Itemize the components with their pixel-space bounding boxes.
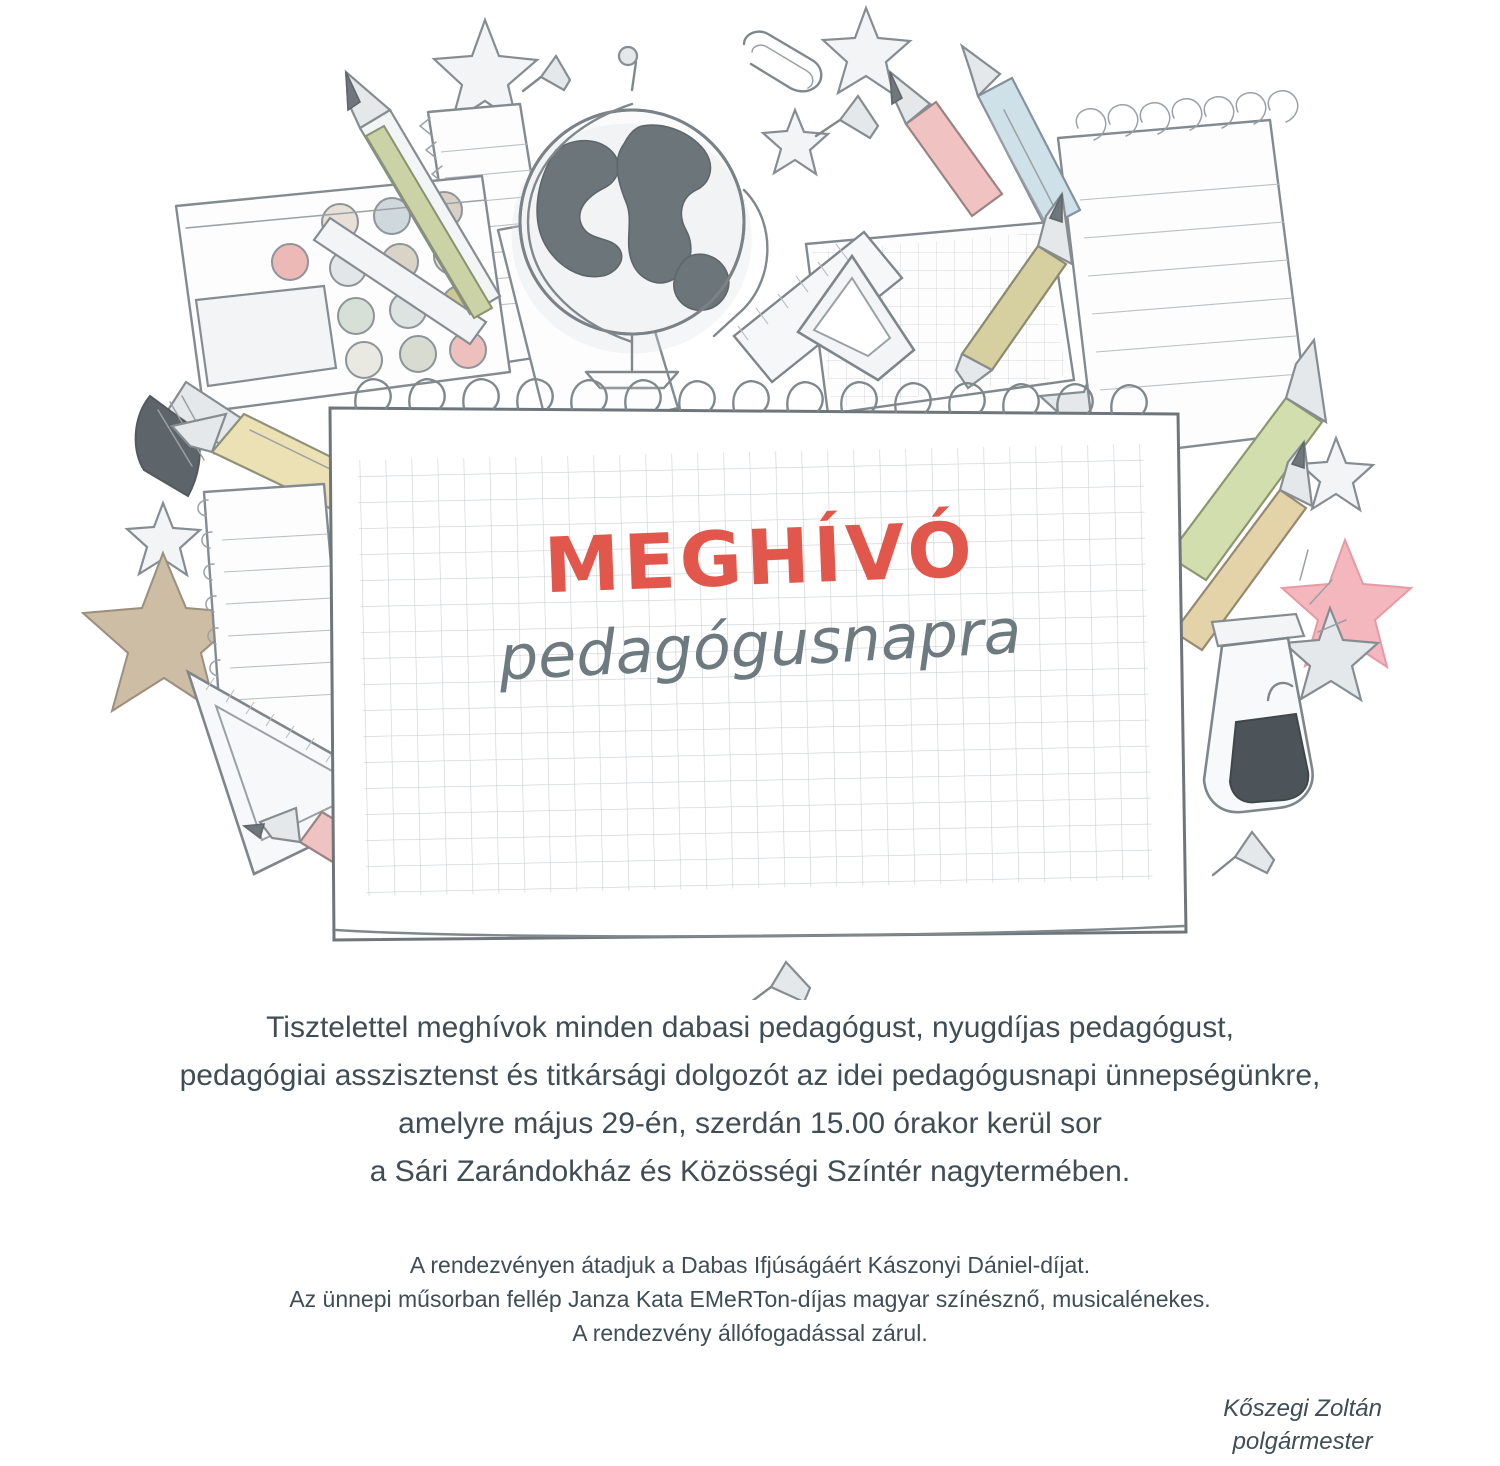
push-pin-icon bbox=[1213, 832, 1274, 875]
signature-name: Kőszegi Zoltán bbox=[1223, 1395, 1382, 1422]
body-line: amelyre május 29-én, szerdán 15.00 órakor kerül sor bbox=[398, 1107, 1102, 1140]
invitation-body bbox=[0, 1004, 1500, 1196]
detail-line: A rendezvény állófogadással zárul. bbox=[572, 1320, 928, 1346]
page-title: MEGHÍVÓ bbox=[542, 504, 978, 611]
page-subtitle: pedagógusnapra bbox=[496, 594, 1024, 695]
signature-role: polgármester bbox=[1232, 1428, 1373, 1455]
main-notepad bbox=[330, 379, 1186, 940]
push-pin-icon bbox=[816, 96, 878, 138]
body-line: a Sári Zarándokház és Közösségi Színtér nagytermében. bbox=[369, 1155, 1131, 1188]
detail-line: Az ünnepi műsorban fellép Janza Kata EMeRTon-díjas magyar színésznő, musicalénekes. bbox=[289, 1286, 1211, 1312]
signature-block bbox=[1223, 1392, 1382, 1458]
spiral-notebook-sketch bbox=[1058, 91, 1310, 458]
body-line: pedagógiai asszisztenst és titkársági dolgozót az idei pedagógusnapi ünnepségünkre, bbox=[179, 1059, 1321, 1092]
detail-line: A rendezvényen átadjuk a Dabas Ifjúságáért Kászonyi Dániel-díjat. bbox=[409, 1252, 1091, 1278]
body-line: Tisztelettel meghívok minden dabasi pedagógust, nyugdíjas pedagógust, bbox=[266, 1011, 1234, 1044]
push-pin-icon bbox=[747, 962, 810, 1000]
star bbox=[763, 110, 828, 174]
paper-clip-icon bbox=[744, 32, 821, 92]
invitation-details bbox=[0, 1248, 1500, 1350]
